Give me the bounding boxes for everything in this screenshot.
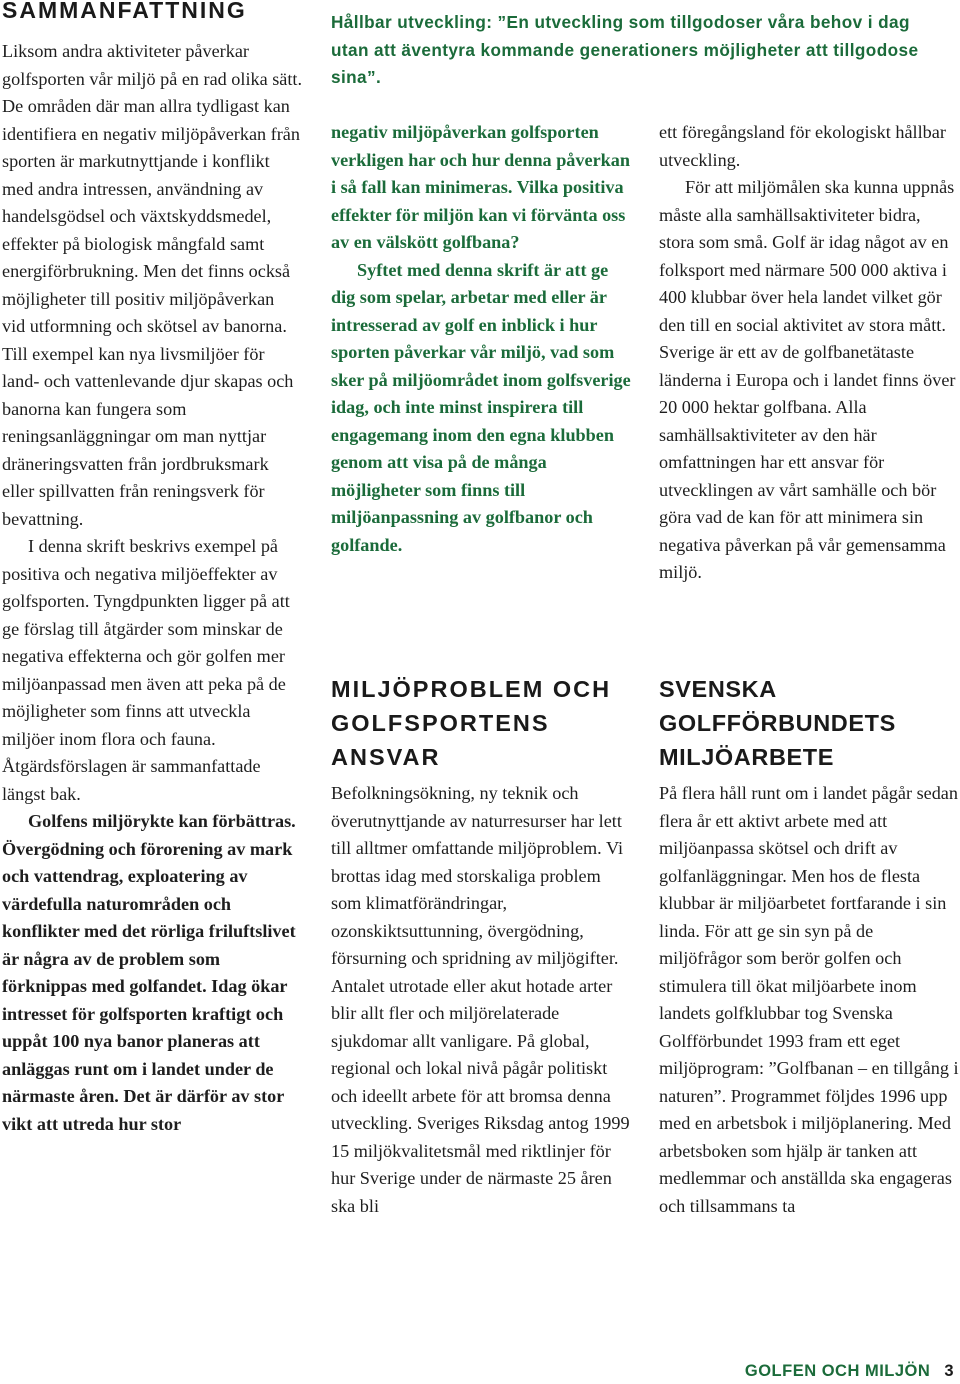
summary-heading: SAMMANFATTNING [2,0,247,23]
problems-body: Befolkningsökning, ny teknik och överutnyttjande av naturresurser har lett till alltmer omfattande miljöproblem. Vi brottas idag med storskaliga problem som klimatförändringar, ozonskiktsuttunning, övergödning, försurning och spridning av miljögifter. Antalet utrotade eller akut hotade arter blir allt fler och miljörelaterade sjukdomar allt vanligare. På global, regional och lokal nivå pågår politiskt och ideellt arbete för att bromsa denna utveckling. Sveriges Riksdag antog 1999 15 miljökvalitetsmål med riktlinjer för hur Sverige under de närmaste 25 åren ska bli [331,783,630,1216]
page-number: 3 [944,1362,954,1380]
section-heading-federation: SVENSKA GOLFFÖRBUNDETS MILJÖARBETE [659,676,896,770]
intro-column [331,119,631,559]
problems-column [331,780,631,1220]
federation-column [659,780,959,1220]
page-footer [745,1361,954,1381]
summary-paragraph-2: I denna skrift beskrivs exempel på positiva och negativa miljöeffekter av golfsporten. Tyngdpunkten ligger på att ge förslag till åtgärder som minskar de negativa effekterna och gör golfen mer miljöanpassad men även att peka på de möjligheter som finns att utveckla miljöer inom flora och fauna. Åtgärdsförslagen är sammanfattade längst bak. [2,536,290,804]
summary-column [2,38,302,1138]
footer-title: GOLFEN OCH MILJÖN [744,1362,931,1380]
sustainability-quote: Hållbar utveckling: ”En utveckling som tillgodoser våra behov i dag utan att äventyra kommande generationers möjligheter att tillgodose sina”. [331,12,919,87]
intro-paragraph-1: negativ miljöpåverkan golfsporten verkligen har och hur denna påverkan i så fall kan minimeras. Vilka positiva effekter för miljön kan vi förvänta oss av en välskött golfbana? [331,122,630,252]
summary-bold-paragraph: Golfens miljörykte kan förbättras. Övergödning och förorening av mark och vattendrag, exploatering av värdefulla naturområden och konflikter med det rörliga friluftslivet är några av de problem som förknippas med golfandet. Idag ökar intresset för golfsporten kraftigt och uppåt 100 nya banor planeras att anläggas runt om i landet under de närmaste åren. Det är därför av stor vikt att utreda hur stor [2,811,296,1134]
sustainability-paragraph-2: För att miljömålen ska kunna uppnås måste alla samhällsaktiviteter bidra, stora som små. Golf är idag något av en folksport med närmare 500 000 aktiva i 400 klubbar över hela landet vilket gör den till en social aktivitet av stora mått. Sverige är ett av de golfbanetätaste länderna i Europa och i landet finns över 20 000 hektar golfbana. Alla samhällsaktiviteter av den här omfattningen har ett ansvar för utvecklingen av vårt samhälle och bör göra vad de kan för att minimera sin negativa påverkan på vår gemensamma miljö. [659,177,956,582]
sustainability-paragraph-1: ett föregångsland för ekologiskt hållbar utveckling. [659,122,946,170]
intro-paragraph-2: Syftet med denna skrift är att ge dig som spelar, arbetar med eller är intresserad av golf en inblick i hur sporten påverkar vår miljö, vad som sker på miljöområdet inom golfsverige idag, och inte minst inspirera till engagemang inom den egna klubben genom att visa på de många möjligheter som finns till miljöanpassning av golfbanor och golfande. [331,259,631,555]
summary-paragraph-1: Liksom andra aktiviteter påverkar golfsporten vår miljö på en rad olika sätt. De områden där man allra tydligast kan identifiera en negativ miljöpåverkan från sporten är markutnyttjande i konflikt med andra intressen, användning av handelsgödsel och växtskyddsmedel, effekter på biologisk mångfald samt energiförbrukning. Men det finns också möjligheter till positiv miljöpåverkan vid utformning och skötsel av banorna. Till exempel kan nya livsmiljöer för land- och vattenlevande djur skapas och banorna kan fungera som reningsanläggningar om man nyttjar dräneringsvatten från jordbruksmark eller spillvatten från reningsverk för bevattning. [2,41,303,529]
section-heading-problems: MILJÖPROBLEM OCH GOLFSPORTENS ANSVAR [331,676,612,770]
sustainability-column [659,119,959,587]
federation-body: På flera håll runt om i landet pågår sedan flera år ett aktivt arbete med att miljöanpassa skötsel och drift av golfanläggningar. Men hos de flesta klubbar är miljöarbetet fortfarande i sin linda. För att ge sin syn på de miljöfrågor som berör golfen och stimulera till ökat miljöarbete inom landets golfklubbar tog Svenska Golfförbundet 1993 fram ett eget miljöprogram: ”Golfbanan – en tillgång i naturen”. Programmet följdes 1996 upp med en arbetsbok i miljöplanering. Med arbetsboken som hjälp är tanken att medlemmar och anställda ska engageras och tillsammans ta [659,783,959,1216]
